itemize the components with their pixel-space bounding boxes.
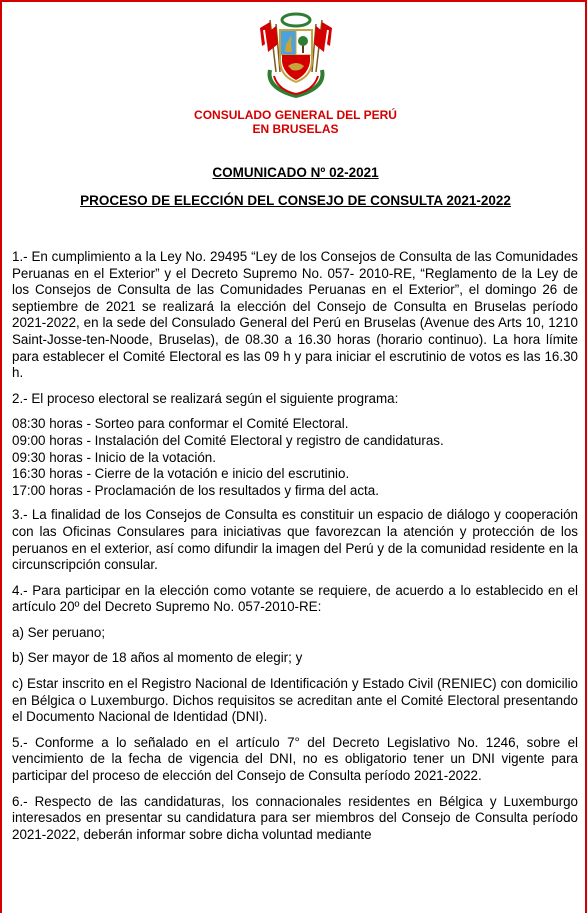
paragraph-4: 4.- Para participar en la elección como votante se requiere, de acuerdo a lo establecido en el artículo 20º del Decreto Supremo No. 057-2010-RE: — [12, 582, 578, 615]
institution-city: EN BRUSELAS — [252, 122, 339, 136]
requirement-c: c) Estar inscrito en el Registro Nacional de Identificación y Estado Civil (RENIEC) con domicilio en Bélgica o Luxemburgo. Dichos requisitos se acreditan ante el Comité Electoral presentando el Documento Nacional de Identidad (DNI). — [12, 676, 578, 725]
paragraph-6: 6.- Respecto de las candidaturas, los connacionales residentes en Bélgica y Luxemburgo interesados en presentar su candidatura para ser miembros del Consejo de Consulta período 2021-2022, deberán informar sobre dicha voluntad mediante — [12, 793, 578, 842]
document-body — [12, 249, 578, 852]
paragraph-5: 5.- Conforme a lo señalado en el artículo 7° del Decreto Legislativo No. 1246, sobre el vencimiento de la fecha de vigencia del DNI, no es obligatorio tener un DNI vigente para participar del proceso de elección del Consejo de Consulta período 2021-2022. — [12, 734, 578, 784]
schedule-item: 17:00 horas - Proclamación de los resultados y firma del acta. — [12, 482, 379, 498]
paragraph-2: 2.- El proceso electoral se realizará según el siguiente programa: — [12, 390, 399, 406]
paragraph-1: 1.- En cumplimiento a la Ley No. 29495 “Ley de los Consejos de Consulta de las Comunidades Peruanas en el Exterior” y el Decreto Supremo No. 057- 2010-RE, “Reglamento de la Ley de los Consejos de Consulta de las Comunidades Peruanas en el Exterior”, el domingo 26 de septiembre de 2021 se realizará la elección del Consejo de Consulta en Bruselas período 2021-2022, en la sede del Consulado General del Perú en Bruselas (Avenue des Arts 10, 1210 Saint-Josse-ten-Noode, Bruselas), de 08.30 a 16.30 horas (horario continuo). La hora límite para establecer el Comité Electoral es las 09 h y para iniciar el escrutinio de votos es las 16.30 h. — [12, 249, 578, 381]
peru-coat-of-arms-icon — [256, 10, 336, 100]
communique-number: COMUNICADO Nº 02-2021 — [212, 165, 379, 180]
schedule-item: 08:30 horas - Sorteo para conformar el Comité Electoral. — [12, 416, 349, 432]
requirement-a: a) Ser peruano; — [12, 624, 106, 640]
schedule-item: 09:00 horas - Instalación del Comité Electoral y registro de candidaturas. — [12, 432, 444, 448]
paragraph-3: 3.- La finalidad de los Consejos de Consulta es constituir un espacio de diálogo y cooperación con las Oficinas Consulares para iniciativas que favorezcan la atención y protección de los peruanos en el exterior, así como difundir la imagen del Perú y de la comunidad residente en la circunscripción consular. — [12, 507, 578, 573]
requirement-b: b) Ser mayor de 18 años al momento de elegir; y — [12, 650, 303, 666]
institution-name: CONSULADO GENERAL DEL PERÚ — [194, 108, 397, 122]
election-schedule — [12, 416, 578, 499]
schedule-item: 16:30 horas - Cierre de la votación e inicio del escrutinio. — [12, 466, 350, 482]
document-subject: PROCESO DE ELECCIÓN DEL CONSEJO DE CONSULTA 2021-2022 — [80, 193, 511, 208]
schedule-item: 09:30 horas - Inicio de la votación. — [12, 449, 216, 465]
